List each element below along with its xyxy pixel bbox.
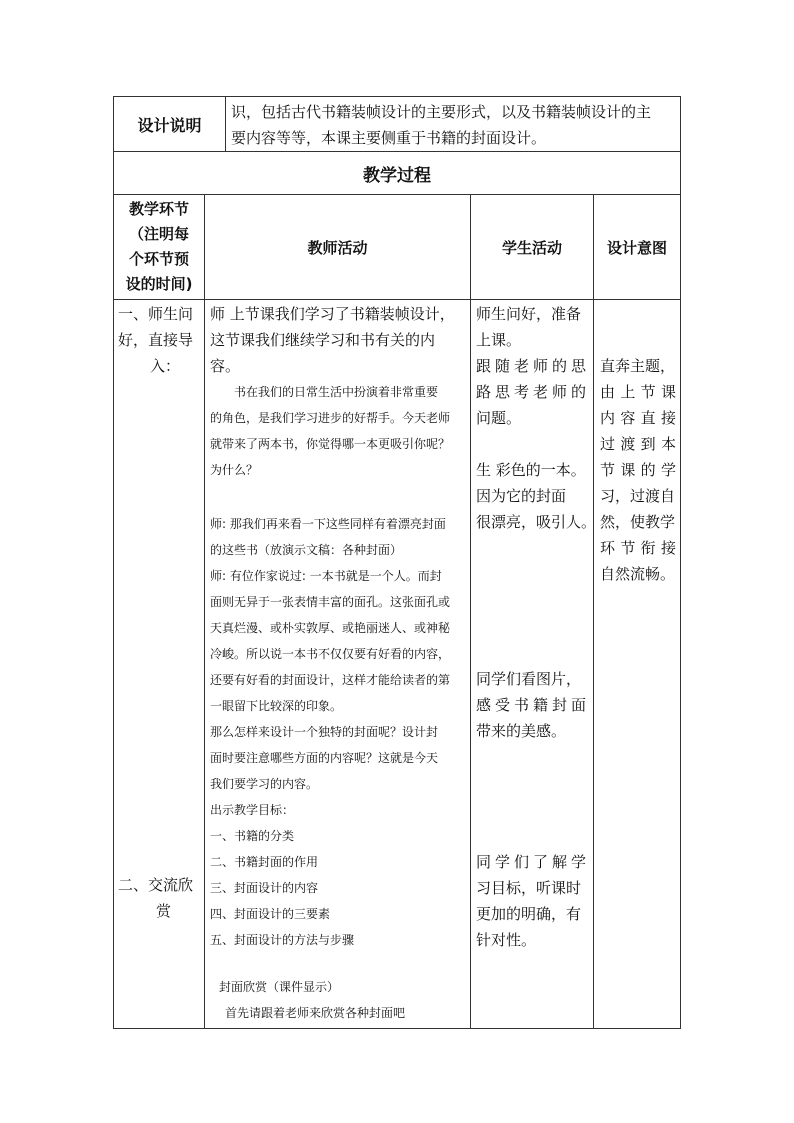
teacher-intro: 师 上节课我们学习了书籍装帧设计， 这节课我们继续学习和书有关的内 容。 xyxy=(210,305,455,375)
stage-cell xyxy=(114,300,205,1029)
teacher-paragraph-2: 师: 那我们再来看一下这些同样有着漂亮封面 的这些书（放演示文稿：各种封面） xyxy=(210,517,446,557)
stage-1: 一、师生问 好，直接导 入： xyxy=(118,305,194,375)
student-cell xyxy=(471,300,597,1029)
header-intent: 设计意图 xyxy=(594,195,681,300)
objective-item: 三、封面设计的内容 xyxy=(210,881,319,895)
teacher-cell xyxy=(205,300,471,1029)
student-activity-4: 同学们看图片， 感受书籍封面 带来的美感。 xyxy=(476,670,587,740)
teacher-paragraph-1: 书在我们的日常生活中扮演着非常重要 的角色，是我们学习进步的好帮手。今天老师 就带来了两本书，你觉得哪一本更吸引你呢？ 为什么？ xyxy=(210,385,451,477)
objective-item: 五、封面设计的方法与步骤 xyxy=(210,933,355,947)
objectives-title: 出示教学目标： xyxy=(210,803,295,817)
design-note-row xyxy=(114,97,681,152)
objective-item: 四、封面设计的三要素 xyxy=(210,907,331,921)
header-row xyxy=(114,195,681,300)
stage-2: 二、交流欣 赏 xyxy=(118,876,194,920)
section-title-row xyxy=(114,152,681,195)
objective-item: 一、书籍的分类 xyxy=(210,829,295,843)
student-activity-2: 跟随老师的思 路思考老师的 问题。 xyxy=(476,357,587,427)
student-activity-3: 生 彩色的一本。 因为它的封面 很漂亮，吸引人。 xyxy=(476,461,597,531)
content-row xyxy=(114,300,681,1029)
student-activity-5: 同学们了解学 习目标，听课时 更加的明确，有 针对性。 xyxy=(476,853,587,949)
header-stage: 教学环节 （注明每 个环节预 设的时间) xyxy=(114,195,205,300)
teacher-objectives xyxy=(210,797,354,953)
lesson-plan-table xyxy=(113,96,681,1029)
student-activity-1: 师生问好，准备 上课。 xyxy=(476,305,582,349)
teacher-paragraph-4: 那么怎样来设计一个独特的封面呢？设计封 面时要注意哪些方面的内容呢？这就是今天 我们要学习的内容。 xyxy=(210,725,439,791)
design-intent-text: 直奔主题， 由上节课 内容直接 过渡到本 节课的学 习，过渡自 然，使教学 环节衔接 自然流畅。 xyxy=(600,357,677,583)
teacher-paragraph-3: 师: 有位作家说过: 一本书就是一个人。而封 面则无异于一张表情丰富的面孔。这张面孔或 天真烂漫、或朴实敦厚、或艳丽迷人、或神秘 冷峻。所以说一本书不仅仅要有好看的内容， 还要有好看的封面设计，这样才能给读者的第 一眼留下比较深的印象。 xyxy=(210,569,451,713)
header-student: 学生活动 xyxy=(471,195,594,300)
intent-cell xyxy=(594,300,681,1029)
design-note-label: 设计说明 xyxy=(114,97,226,152)
design-note-text: 识，包括古代书籍装帧设计的主要形式，以及书籍装帧设计的主 要内容等等，本课主要侧重于书籍的封面设计。 xyxy=(226,97,681,152)
section-title: 教学过程 xyxy=(114,152,681,195)
header-teacher: 教师活动 xyxy=(205,195,471,300)
teacher-appreciate: 封面欣赏（课件显示） 首先请跟着老师来欣赏各种封面吧 xyxy=(219,980,406,1020)
objective-item: 二、书籍封面的作用 xyxy=(210,855,319,869)
